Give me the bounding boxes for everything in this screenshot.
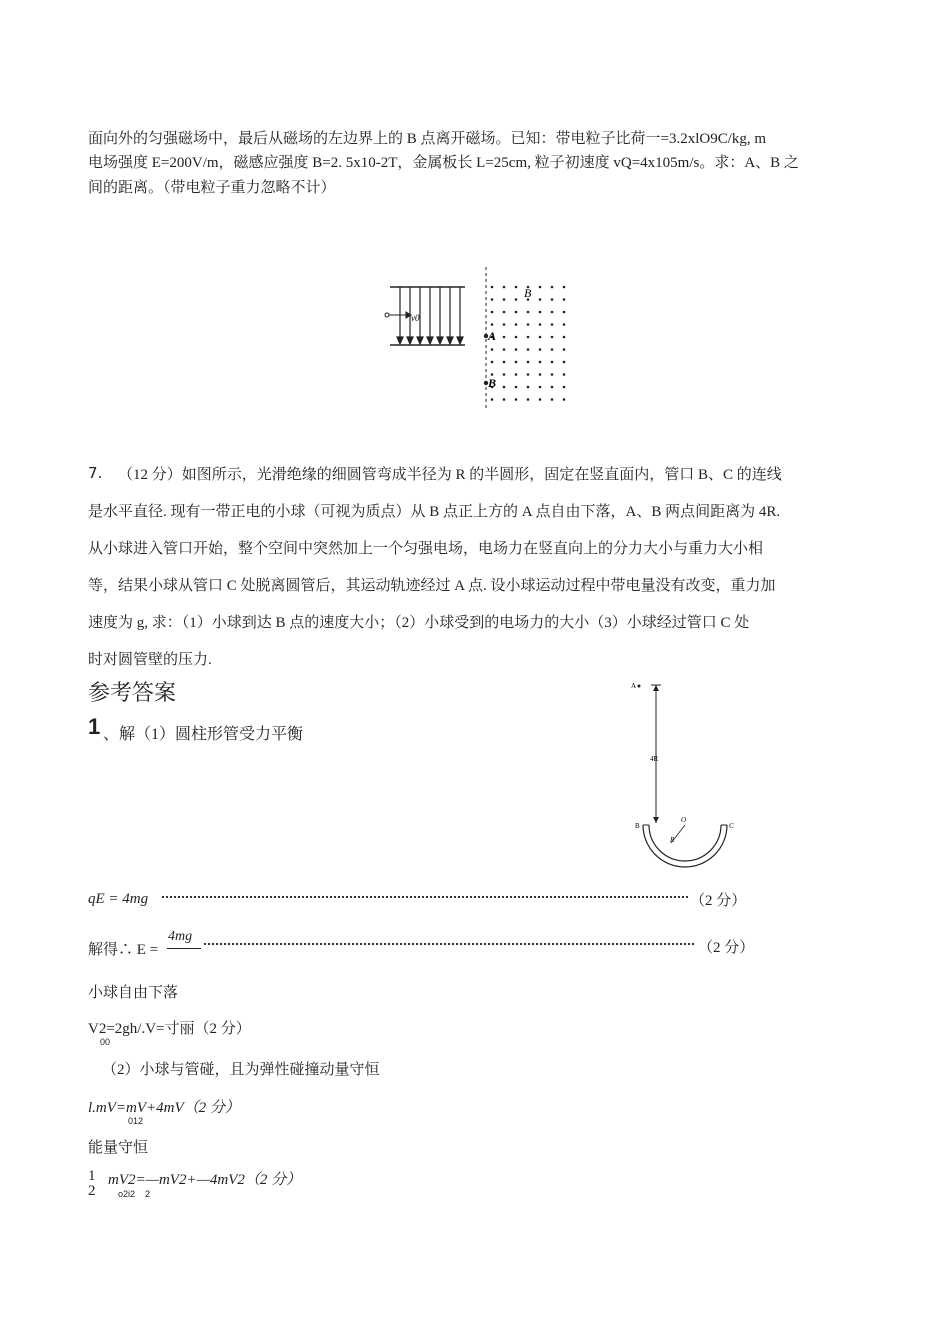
problem7-line6: 时对圆管壁的压力. <box>88 652 212 668</box>
score-eq1: （2 分） <box>690 893 747 909</box>
field-dot <box>563 398 566 401</box>
field-dot <box>563 323 566 326</box>
field-dot <box>491 323 494 326</box>
energy-subscript: o2i2 <box>118 1189 136 1199</box>
field-dot <box>515 311 518 314</box>
field-dot <box>539 298 542 301</box>
v0-label: v0 <box>411 313 420 323</box>
field-dot <box>503 336 506 339</box>
fig2-A-label: A <box>631 682 637 690</box>
field-dot <box>503 298 506 301</box>
field-dot <box>539 373 542 376</box>
field-dot <box>539 286 542 289</box>
problem6-line1: 面向外的匀强磁场中，最后从磁场的左边界上的 B 点离开磁场。已知：带电粒子比荷一=3.2xlO9C/kg, m <box>88 131 767 147</box>
problem7-line4: 等，结果小球从管口 C 处脱离圆管后，其运动轨迹经过 A 点. 设小球运动过程中带电量没有改变，重力加 <box>88 578 776 594</box>
field-dot <box>563 373 566 376</box>
field-dot <box>527 311 530 314</box>
field-dot <box>563 361 566 364</box>
field-dot <box>503 323 506 326</box>
fig2-R-label: R <box>670 836 675 844</box>
equation-E-prefix: 解得∴ E = <box>88 942 159 958</box>
free-fall-text: 小球自由下落 <box>88 985 179 1001</box>
field-dot <box>491 286 494 289</box>
fig2-C-label: C <box>729 822 734 830</box>
field-dot <box>491 398 494 401</box>
field-arrowhead <box>417 337 423 344</box>
momentum-subscript: 012 <box>128 1116 144 1126</box>
field-dot <box>503 373 506 376</box>
energy-text: 能量守恒 <box>88 1140 149 1156</box>
field-arrowhead <box>457 337 463 344</box>
field-dot <box>527 361 530 364</box>
field-dot <box>539 361 542 364</box>
problem7-number: 7. <box>88 464 103 482</box>
field-dot <box>563 298 566 301</box>
magnetic-dots <box>491 286 566 401</box>
field-dot <box>515 348 518 351</box>
field-dot <box>515 323 518 326</box>
field-dot <box>563 336 566 339</box>
field-dot <box>539 336 542 339</box>
field-dot <box>551 311 554 314</box>
field-dot <box>539 323 542 326</box>
field-dot <box>527 348 530 351</box>
field-dot <box>503 311 506 314</box>
answer1-text: 、解（1）圆柱形管受力平衡 <box>103 726 304 743</box>
field-arrowhead <box>397 337 403 344</box>
field-dot <box>527 398 530 401</box>
field-B-label: B <box>524 286 532 300</box>
answer1-number: 1 <box>88 714 101 739</box>
answers-heading: 参考答案 <box>88 681 177 706</box>
field-dot <box>563 286 566 289</box>
field-dot <box>551 298 554 301</box>
tube-diagram <box>625 675 755 865</box>
field-dot <box>539 311 542 314</box>
field-dot <box>515 398 518 401</box>
energy-equation: mV2=—mV2+—4mV2（2 分） <box>108 1172 302 1188</box>
field-dot <box>527 373 530 376</box>
capacitor-plates <box>390 287 465 345</box>
field-dot <box>563 348 566 351</box>
point-A-label: A <box>488 329 497 343</box>
energy-subscript-2: 2 <box>145 1189 151 1199</box>
field-dot <box>515 373 518 376</box>
equation-E-numerator: 4mg <box>168 929 193 944</box>
problem7-line5: 速度为 g, 求：（1）小球到达 B 点的速度大小；（2）小球受到的电场力的大小（3）小球经过管口 C 处 <box>88 615 750 631</box>
momentum-equation: l.mV=mV+4mV（2 分） <box>88 1100 240 1116</box>
point-B-label: B <box>488 376 497 390</box>
field-arrowhead <box>427 337 433 344</box>
problem7-line1: （12 分）如图所示，光滑绝缘的细圆管弯成半径为 R 的半圆形，固定在竖直面内，管口 B、C 的连线 <box>118 467 782 483</box>
field-dot <box>503 361 506 364</box>
field-dot <box>551 323 554 326</box>
field-dot <box>551 398 554 401</box>
velocity-equation: V2=2gh/.V=寸丽（2 分） <box>88 1021 251 1037</box>
field-dot <box>539 398 542 401</box>
field-dot <box>491 311 494 314</box>
field-dot <box>551 336 554 339</box>
field-dot <box>551 361 554 364</box>
problem6-line3: 间的距离。（带电粒子重力忽略不计） <box>88 180 336 196</box>
collision-text: （2）小球与管碰，且为弹性碰撞动量守恒 <box>102 1062 380 1078</box>
field-dot <box>503 348 506 351</box>
field-arrowhead <box>437 337 443 344</box>
field-dot <box>503 398 506 401</box>
field-dot <box>491 361 494 364</box>
leader-dots-2 <box>204 943 694 945</box>
field-dot <box>551 286 554 289</box>
problem7-line3: 从小球进入管口开始，整个空间中突然加上一个匀强电场，电场力在竖直向上的分力大小与重力大小相 <box>88 541 764 557</box>
score-eq2: （2 分） <box>698 940 755 956</box>
field-dot <box>515 298 518 301</box>
problem7-line2: 是水平直径. 现有一带正电的小球（可视为质点）从 B 点正上方的 A 点自由下落，A、B 两点间距离为 4R. <box>88 504 781 520</box>
velocity-subscript: 00 <box>100 1037 111 1047</box>
field-dot <box>527 323 530 326</box>
field-dot <box>563 311 566 314</box>
energy-denominator: 2 <box>88 1183 96 1199</box>
field-diagram <box>380 265 580 415</box>
field-dot <box>515 386 518 389</box>
fig2-B-label: B <box>635 822 640 830</box>
field-dot <box>551 373 554 376</box>
field-dot <box>527 386 530 389</box>
field-arrowhead <box>447 337 453 344</box>
field-arrowhead <box>407 337 413 344</box>
field-dot <box>515 286 518 289</box>
tube-inner <box>649 825 721 861</box>
problem6-line2: 电场强度 E=200V/m，磁感应强度 B=2. 5x10-2T，金属板长 L=25cm, 粒子初速度 vQ=4x105m/s。求：A、B 之 <box>88 155 799 171</box>
energy-numerator: 1 <box>88 1168 96 1184</box>
field-dot <box>539 348 542 351</box>
field-dot <box>503 386 506 389</box>
field-dot <box>563 386 566 389</box>
field-dot <box>515 361 518 364</box>
field-dot <box>503 286 506 289</box>
field-dot <box>551 348 554 351</box>
fig2-4R-label: 4R <box>650 755 659 763</box>
field-dot <box>515 336 518 339</box>
fig2-O-label: O <box>681 816 687 824</box>
leader-dots-1 <box>162 896 688 898</box>
field-dot <box>527 336 530 339</box>
fraction-bar <box>167 948 201 949</box>
field-dot <box>491 348 494 351</box>
equation-qE: qE = 4mg <box>88 891 149 907</box>
field-dot <box>551 386 554 389</box>
field-dot <box>539 386 542 389</box>
velocity-arrow <box>385 312 411 318</box>
field-dot <box>491 298 494 301</box>
